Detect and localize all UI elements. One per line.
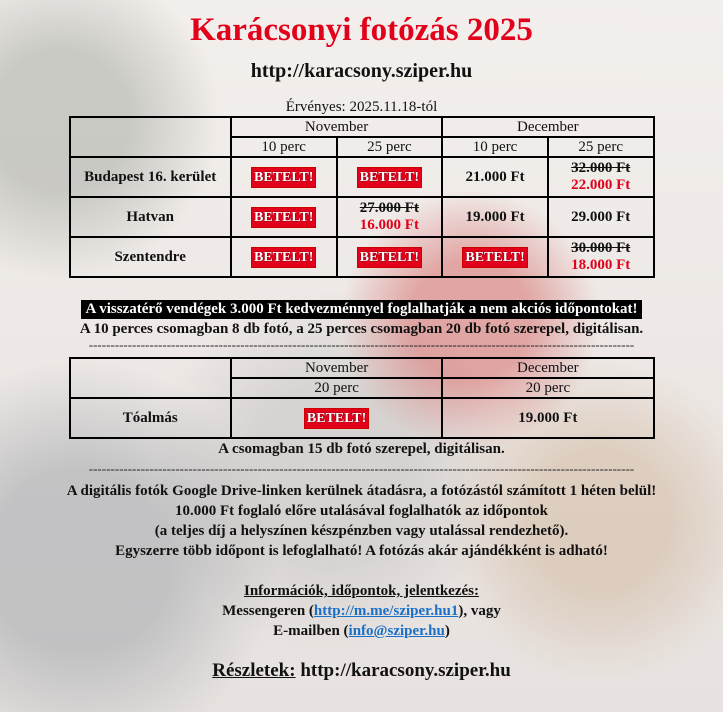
location-hatvan: Hatvan xyxy=(70,197,231,237)
location-budapest: Budapest 16. kerület xyxy=(70,157,231,197)
price: 19.000 Ft xyxy=(465,208,525,225)
price: 19.000 Ft xyxy=(518,409,578,426)
site-url: http://karacsony.sziper.hu xyxy=(250,60,473,82)
month-header-december: December xyxy=(442,358,653,378)
month-header-december: December xyxy=(442,117,653,137)
table-row xyxy=(70,157,654,197)
price: 29.000 Ft xyxy=(571,208,631,225)
sold-out-badge: BETELT! xyxy=(465,249,525,265)
duration-header: 25 perc xyxy=(548,137,654,157)
month-header-november: November xyxy=(231,358,442,378)
returning-guests-banner: A visszatérő vendégek 3.000 Ft kedvezménnyel foglalhatják a nem akciós időpontokat! xyxy=(81,300,641,319)
location-toalmas: Tóalmás xyxy=(70,398,231,438)
page-title: Karácsonyi fotózás 2025 xyxy=(190,12,533,48)
divider: ------------------------------------------------------------------------------------------------------------------------------ xyxy=(88,463,635,475)
slot-cell xyxy=(442,237,548,277)
duration-header: 20 perc xyxy=(231,378,442,398)
old-price: 32.000 Ft xyxy=(571,160,631,176)
table-corner xyxy=(70,358,231,398)
details-url: http://karacsony.sziper.hu xyxy=(300,660,511,681)
email-suffix: ) xyxy=(444,623,450,639)
package-info: A 10 perces csomagban 8 db fotó, a 25 perces csomagban 20 db fotó szerepel, digitálisan. xyxy=(79,321,644,337)
price-table-main xyxy=(69,116,655,278)
table-row xyxy=(70,398,654,438)
valid-from: Érvényes: 2025.11.18-tól xyxy=(285,99,438,115)
sold-out-badge: BETELT! xyxy=(359,249,420,265)
slot-cell xyxy=(231,237,337,277)
slot-cell xyxy=(337,197,443,237)
package-info: A csomagban 15 db fotó szerepel, digitálisan. xyxy=(218,441,505,457)
contact-heading: Információk, időpontok, jelentkezés: xyxy=(244,583,479,599)
slot-cell xyxy=(231,197,337,237)
messenger-line xyxy=(0,601,723,621)
info-block xyxy=(0,481,723,561)
slot-cell xyxy=(442,398,653,438)
divider: ------------------------------------------------------------------------------------------------------------------------------ xyxy=(88,339,635,351)
table-corner xyxy=(70,117,231,157)
duration-header: 25 perc xyxy=(337,137,443,157)
slot-cell xyxy=(548,237,654,277)
info-line: Egyszerre több időpont is lefoglalható! A fotózás akár ajándékként is adható! xyxy=(115,543,608,559)
duration-header: 10 perc xyxy=(231,137,337,157)
month-header-november: November xyxy=(231,117,442,137)
messenger-suffix: ), vagy xyxy=(458,603,501,619)
sale-price: 16.000 Ft xyxy=(359,217,419,233)
info-line: A digitális fotók Google Drive-linken kerülnek átadásra, a fotózástól számított 1 héten belül! xyxy=(66,483,657,499)
slot-cell xyxy=(337,157,443,197)
slot-cell xyxy=(231,398,442,438)
messenger-link[interactable]: http://m.me/sziper.hu1 xyxy=(313,603,459,619)
slot-cell xyxy=(442,197,548,237)
slot-cell xyxy=(337,237,443,277)
duration-header: 10 perc xyxy=(442,137,548,157)
email-line xyxy=(0,621,723,641)
sold-out-badge: BETELT! xyxy=(253,169,314,185)
duration-header: 20 perc xyxy=(442,378,653,398)
table-row xyxy=(70,197,654,237)
sold-out-badge: BETELT! xyxy=(306,410,367,426)
sale-price: 22.000 Ft xyxy=(571,177,631,193)
slot-cell xyxy=(231,157,337,197)
email-prefix: E-mailben ( xyxy=(273,623,349,639)
slot-cell xyxy=(442,157,548,197)
sold-out-badge: BETELT! xyxy=(253,209,314,225)
table-row xyxy=(70,237,654,277)
info-line: (a teljes díj a helyszínen készpénzben vagy utalással rendezhető). xyxy=(154,523,569,539)
info-line: 10.000 Ft foglaló előre utalásával foglalhatók az időpontok xyxy=(174,503,549,519)
old-price: 30.000 Ft xyxy=(571,240,631,256)
price-table-toalmas xyxy=(69,357,655,439)
sold-out-badge: BETELT! xyxy=(253,249,314,265)
messenger-prefix: Messengeren ( xyxy=(222,603,314,619)
old-price: 27.000 Ft xyxy=(359,200,419,216)
slot-cell xyxy=(548,197,654,237)
sold-out-badge: BETELT! xyxy=(359,169,420,185)
details-label: Részletek: xyxy=(212,660,296,681)
email-link[interactable]: info@sziper.hu xyxy=(348,623,445,639)
slot-cell xyxy=(548,157,654,197)
sale-price: 18.000 Ft xyxy=(571,257,631,273)
location-szentendre: Szentendre xyxy=(70,237,231,277)
details-line xyxy=(0,659,723,683)
contact-block xyxy=(0,581,723,641)
price: 21.000 Ft xyxy=(465,168,525,185)
